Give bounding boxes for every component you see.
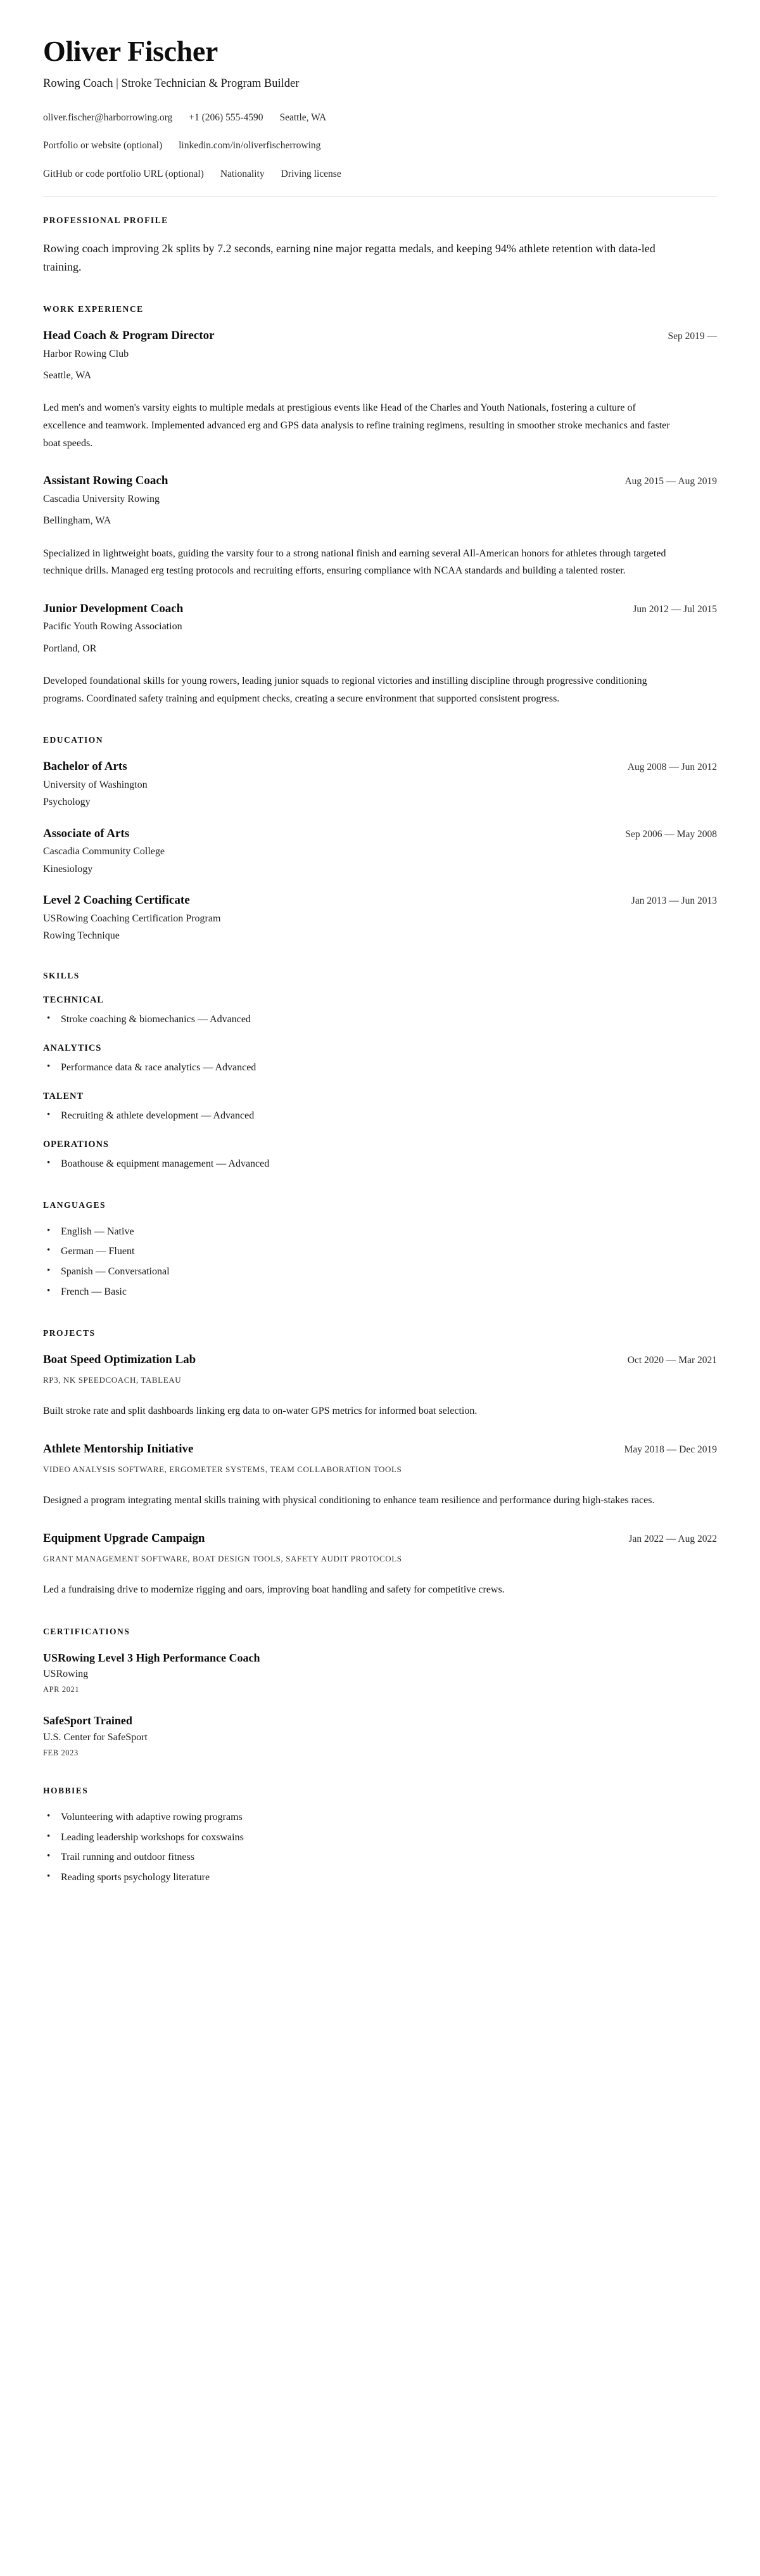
skill-group xyxy=(43,995,717,1028)
contact-row-links xyxy=(43,139,717,153)
work-role: Assistant Rowing Coach xyxy=(43,474,168,488)
section-projects xyxy=(43,1328,717,1599)
education-degree: Bachelor of Arts xyxy=(43,760,127,774)
work-location: Seattle, WA xyxy=(43,370,92,381)
project-date: Oct 2020 — Mar 2021 xyxy=(627,1354,717,1366)
education-entry-header xyxy=(43,893,717,909)
language-item: • English — Native xyxy=(43,1224,717,1240)
certification-issuer: USRowing xyxy=(43,1669,89,1680)
skill-list xyxy=(43,1108,717,1124)
language-item: • Spanish — Conversational xyxy=(43,1264,717,1280)
section-title-hobbies: HOBBIES xyxy=(43,1785,89,1795)
work-location: Bellingham, WA xyxy=(43,515,111,527)
work-entry xyxy=(43,473,717,580)
language-item: • French — Basic xyxy=(43,1285,717,1300)
work-entry xyxy=(43,601,717,708)
spacer xyxy=(43,714,717,735)
contact-email[interactable]: oliver.fischer@harborrowing.org xyxy=(43,112,173,123)
skill-list xyxy=(43,1060,717,1076)
education-school: University of Washington xyxy=(43,779,148,790)
skill-list xyxy=(43,1157,717,1172)
education-date: Sep 2006 — May 2008 xyxy=(625,828,717,840)
section-certifications xyxy=(43,1627,717,1758)
work-entry-header xyxy=(43,601,717,617)
work-description: Led men's and women's varsity eights to multiple medals at prestigious events like Head of the Charles and Youth Nationals, fostering a culture of excellence and teamwork. Implemented advanced erg and GPS data analysis to refine training regimens, resulting in smoother stroke mechanics and faster boat speeds. xyxy=(43,402,670,449)
education-degree: Associate of Arts xyxy=(43,826,130,840)
work-entry-header xyxy=(43,473,717,489)
hobby-item: • Trail running and outdoor fitness xyxy=(43,1850,717,1866)
section-title-profile: PROFESSIONAL PROFILE xyxy=(43,215,168,225)
candidate-name: Oliver Fischer xyxy=(43,35,218,67)
skill-item: • Performance data & race analytics — Advanced xyxy=(43,1060,717,1076)
contact-github[interactable]: GitHub or code portfolio URL (optional) xyxy=(43,169,204,180)
project-name: Boat Speed Optimization Lab xyxy=(43,1352,196,1366)
project-tools: GRANT MANAGEMENT SOFTWARE, BOAT DESIGN TOOLS, SAFETY AUDIT PROTOCOLS xyxy=(43,1553,402,1563)
spacer xyxy=(43,1307,717,1328)
contact-row-extra xyxy=(43,167,717,181)
language-list xyxy=(43,1224,717,1300)
section-education xyxy=(43,735,717,943)
project-date: May 2018 — Dec 2019 xyxy=(624,1444,717,1455)
section-languages xyxy=(43,1200,717,1300)
project-entry-header xyxy=(43,1442,717,1458)
project-tools: VIDEO ANALYSIS SOFTWARE, ERGOMETER SYSTEMS, TEAM COLLABORATION TOOLS xyxy=(43,1464,402,1474)
section-hobbies xyxy=(43,1786,717,1886)
skill-group-title: TECHNICAL xyxy=(43,995,104,1006)
certification-date: FEB 2023 xyxy=(43,1748,79,1757)
education-date: Aug 2008 — Jun 2012 xyxy=(627,762,717,773)
section-title-work: WORK EXPERIENCE xyxy=(43,304,144,314)
contact-phone[interactable]: +1 (206) 555-4590 xyxy=(189,112,263,123)
project-description: Designed a program integrating mental skills training with physical conditioning to enhance team resilience and performance during high-stakes races. xyxy=(43,1495,655,1506)
section-title-projects: PROJECTS xyxy=(43,1328,96,1338)
education-entry xyxy=(43,826,717,876)
work-entry-header xyxy=(43,328,717,344)
hobby-item: • Leading leadership workshops for coxswains xyxy=(43,1830,717,1846)
candidate-headline: Rowing Coach | Stroke Technician & Program Builder xyxy=(43,77,300,90)
certification-entry xyxy=(43,1714,717,1757)
work-role: Junior Development Coach xyxy=(43,601,184,615)
work-description: Developed foundational skills for young rowers, leading junior squads to regional victories and instilling discipline through progressive conditioning programs. Coordinated safety training and equipment checks, creating a secure environment that supported consistent progress. xyxy=(43,676,647,704)
work-date: Jun 2012 — Jul 2015 xyxy=(633,603,717,615)
section-skills xyxy=(43,971,717,1172)
project-entry xyxy=(43,1531,717,1599)
education-entry-header xyxy=(43,759,717,775)
education-degree: Level 2 Coaching Certificate xyxy=(43,893,190,907)
section-title-languages: LANGUAGES xyxy=(43,1200,106,1210)
project-date: Jan 2022 — Aug 2022 xyxy=(628,1533,717,1544)
education-school: USRowing Coaching Certification Program xyxy=(43,913,221,924)
work-location: Portland, OR xyxy=(43,643,97,654)
section-title-skills: SKILLS xyxy=(43,971,80,981)
contact-driving-license: Driving license xyxy=(281,169,341,180)
project-entry-header xyxy=(43,1352,717,1368)
project-entry xyxy=(43,1352,717,1420)
contact-portfolio[interactable]: Portfolio or website (optional) xyxy=(43,140,163,151)
work-organization: Harbor Rowing Club xyxy=(43,348,129,359)
project-name: Equipment Upgrade Campaign xyxy=(43,1531,205,1545)
spacer xyxy=(43,283,717,304)
profile-summary: Rowing coach improving 2k splits by 7.2 seconds, earning nine major regatta medals, and keeping 94% athlete retention with data-led training. xyxy=(43,241,656,273)
work-entry xyxy=(43,328,717,452)
language-item: • German — Fluent xyxy=(43,1244,717,1260)
education-field: Rowing Technique xyxy=(43,930,120,942)
work-date: Sep 2019 — xyxy=(668,331,717,342)
skill-item: • Recruiting & athlete development — Advanced xyxy=(43,1108,717,1124)
work-organization: Pacific Youth Rowing Association xyxy=(43,621,182,632)
certification-date: APR 2021 xyxy=(43,1685,80,1695)
section-title-certifications: CERTIFICATIONS xyxy=(43,1626,130,1636)
section-professional-profile xyxy=(43,215,717,276)
project-tools: RP3, NK SPEEDCOACH, TABLEAU xyxy=(43,1375,182,1385)
skill-item: • Stroke coaching & biomechanics — Advanced xyxy=(43,1012,717,1028)
education-date: Jan 2013 — Jun 2013 xyxy=(631,895,717,906)
spacer xyxy=(43,949,717,971)
skill-group-title: ANALYTICS xyxy=(43,1043,102,1054)
work-organization: Cascadia University Rowing xyxy=(43,493,160,504)
skill-group-title: TALENT xyxy=(43,1091,84,1102)
contact-location: Seattle, WA xyxy=(279,112,327,123)
education-entry xyxy=(43,893,717,943)
spacer xyxy=(43,1605,717,1627)
contact-nationality: Nationality xyxy=(220,169,265,180)
skill-group xyxy=(43,1091,717,1124)
skill-list xyxy=(43,1012,717,1028)
project-description: Led a fundraising drive to modernize rigging and oars, improving boat handling and safety for competitive crews. xyxy=(43,1584,505,1596)
project-entry xyxy=(43,1442,717,1509)
certification-entry xyxy=(43,1651,717,1695)
spacer xyxy=(43,1179,717,1200)
education-entry xyxy=(43,759,717,809)
education-field: Kinesiology xyxy=(43,863,93,875)
resume-header xyxy=(43,35,717,196)
spacer xyxy=(43,1764,717,1786)
work-date: Aug 2015 — Aug 2019 xyxy=(624,476,717,487)
education-entry-header xyxy=(43,826,717,842)
contact-linkedin[interactable]: linkedin.com/in/oliverfischerrowing xyxy=(179,140,321,151)
hobby-list xyxy=(43,1810,717,1886)
certification-name: SafeSport Trained xyxy=(43,1714,132,1727)
skill-group-title: OPERATIONS xyxy=(43,1139,109,1150)
hobby-item: • Volunteering with adaptive rowing programs xyxy=(43,1810,717,1826)
certification-name: USRowing Level 3 High Performance Coach xyxy=(43,1651,260,1664)
skill-item: • Boathouse & equipment management — Advanced xyxy=(43,1157,717,1172)
certification-issuer: U.S. Center for SafeSport xyxy=(43,1731,148,1743)
section-title-education: EDUCATION xyxy=(43,735,104,745)
hobby-item: • Reading sports psychology literature xyxy=(43,1870,717,1886)
project-description: Built stroke rate and split dashboards linking erg data to on-water GPS metrics for informed boat selection. xyxy=(43,1406,478,1417)
project-name: Athlete Mentorship Initiative xyxy=(43,1442,194,1456)
work-description: Specialized in lightweight boats, guiding the varsity four to a strong national finish and earning several All-American honors for athletes through targeted technique drills. Managed erg testing protocols and recruiting efforts, ensuring compliance with NCAA standards and building a talented roster. xyxy=(43,548,666,577)
education-field: Psychology xyxy=(43,797,91,808)
work-role: Head Coach & Program Director xyxy=(43,329,215,343)
project-entry-header xyxy=(43,1531,717,1547)
contact-row-primary xyxy=(43,111,717,125)
section-work-experience xyxy=(43,304,717,707)
skill-group xyxy=(43,1043,717,1076)
skill-group xyxy=(43,1139,717,1172)
education-school: Cascadia Community College xyxy=(43,846,165,857)
